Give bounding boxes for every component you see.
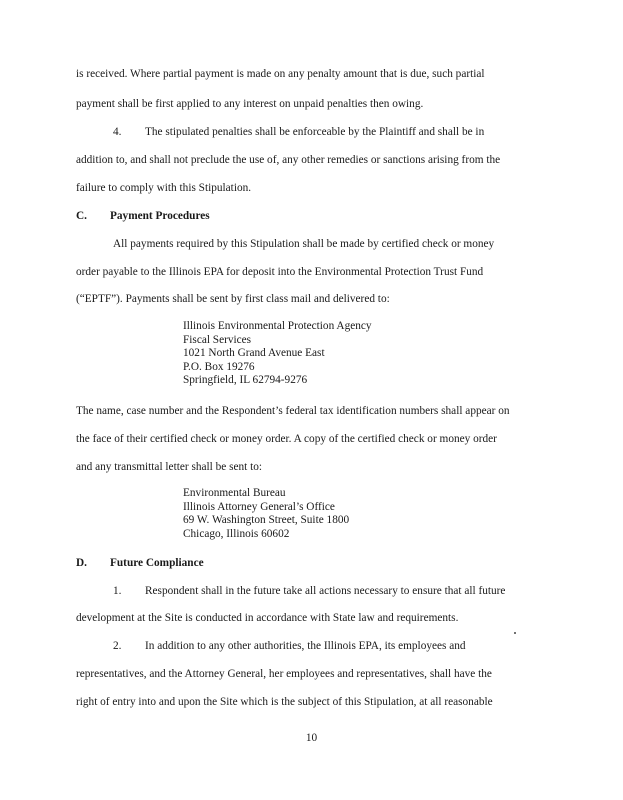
- paragraph-line: development at the Site is conducted in accordance with State law and requirements.: [76, 612, 459, 624]
- paragraph-line: the face of their certified check or money order. A copy of the certified check or money order: [76, 433, 497, 445]
- mailing-address-epa: [183, 320, 372, 388]
- address-line: Fiscal Services: [183, 333, 252, 346]
- paragraph-line: In addition to any other authorities, the Illinois EPA, its employees and: [145, 640, 466, 652]
- address-line: Environmental Bureau: [183, 487, 286, 499]
- section-letter-d: D.: [76, 557, 87, 569]
- paragraph-line: (“EPTF”). Payments shall be sent by first class mail and delivered to:: [76, 293, 390, 305]
- item-number: 4.: [113, 126, 122, 138]
- page-number: 10: [305, 732, 318, 744]
- item-number: 2.: [113, 640, 122, 652]
- address-line: Illinois Attorney General’s Office: [183, 500, 335, 513]
- paragraph-line: and any transmittal letter shall be sent to:: [76, 461, 263, 473]
- mailing-address-attorney-general: [183, 487, 349, 541]
- paragraph-line: Respondent shall in the future take all actions necessary to ensure that all future: [145, 585, 506, 597]
- address-line: Illinois Environmental Protection Agency: [183, 320, 372, 332]
- scan-speck: [514, 632, 516, 634]
- address-line: 1021 North Grand Avenue East: [183, 347, 325, 360]
- paragraph-line: failure to comply with this Stipulation.: [76, 182, 252, 194]
- paragraph-line: order payable to the Illinois EPA for deposit into the Environmental Protection Trust Fund: [76, 266, 484, 278]
- paragraph-line: representatives, and the Attorney General, her employees and representatives, shall have the: [76, 668, 492, 680]
- paragraph-line: is received. Where partial payment is made on any penalty amount that is due, such partial: [76, 68, 485, 80]
- paragraph-line: right of entry into and upon the Site which is the subject of this Stipulation, at all reasonable: [76, 696, 493, 708]
- address-line: Chicago, Illinois 60602: [183, 527, 290, 540]
- paragraph-line: All payments required by this Stipulation shall be made by certified check or money: [113, 238, 495, 250]
- section-heading-payment-procedures: Payment Procedures: [110, 210, 210, 222]
- paragraph-line: The stipulated penalties shall be enforceable by the Plaintiff and shall be in: [145, 126, 485, 138]
- address-line: P.O. Box 19276: [183, 360, 255, 373]
- section-letter-c: C.: [76, 210, 87, 222]
- paragraph-line: The name, case number and the Respondent’s federal tax identification numbers shall appear on: [76, 405, 510, 417]
- address-line: Springfield, IL 62794-9276: [183, 374, 308, 387]
- section-heading-future-compliance: Future Compliance: [110, 557, 204, 569]
- paragraph-line: addition to, and shall not preclude the use of, any other remedies or sanctions arising from the: [76, 154, 501, 166]
- address-line: 69 W. Washington Street, Suite 1800: [183, 514, 350, 527]
- paragraph-line: payment shall be first applied to any interest on unpaid penalties then owing.: [76, 98, 424, 110]
- item-number: 1.: [113, 585, 122, 597]
